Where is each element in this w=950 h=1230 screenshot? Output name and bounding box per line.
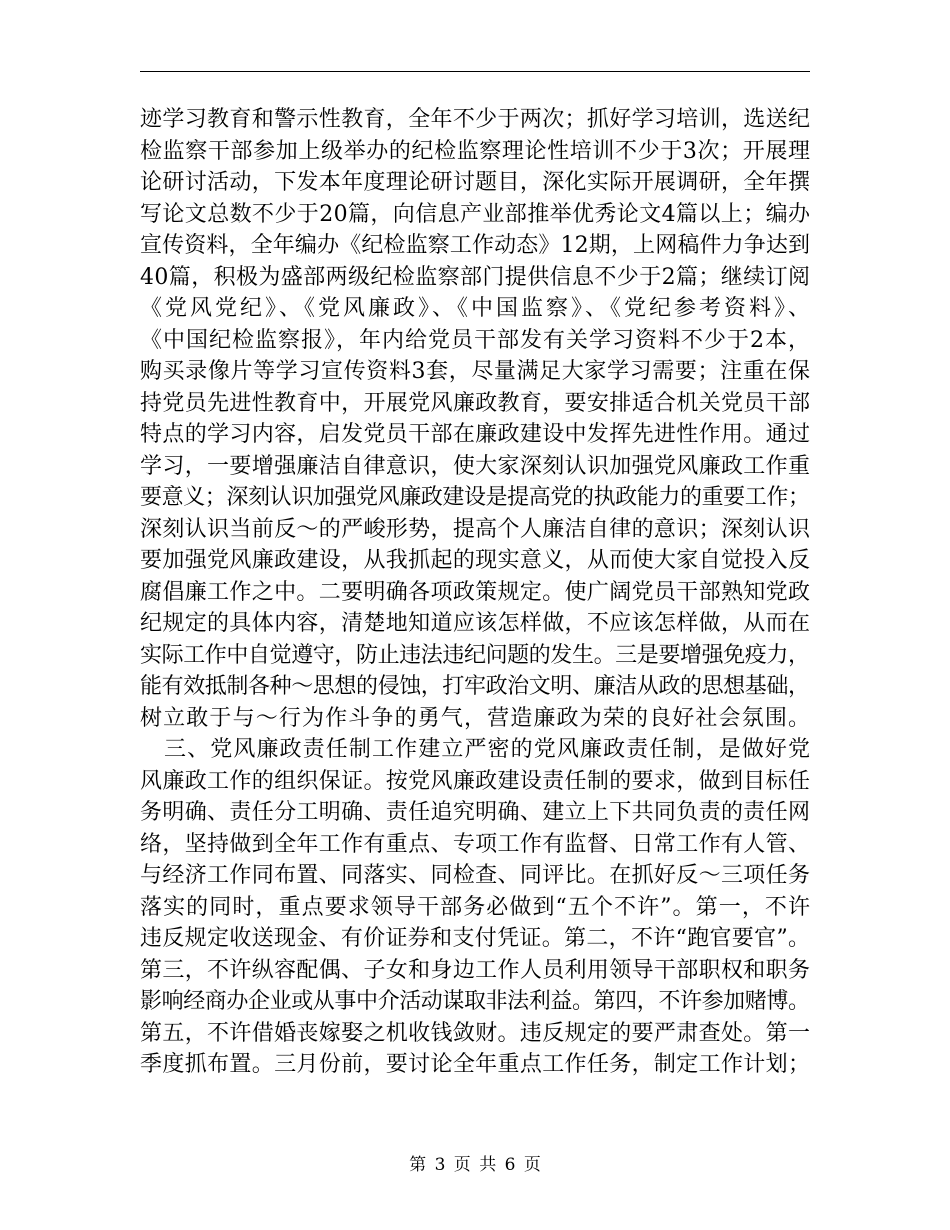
text-line: 实际工作中自觉遵守，防止违法违纪问题的发生。三是要增强免疫力， bbox=[140, 642, 810, 668]
text-line: 《党风党纪》、《党风廉政》、《中国监察》、《党纪参考资料》、 bbox=[140, 296, 813, 321]
text-line: 第五，不许借婚丧嫁娶之机收钱敛财。违反规定的要严肃查处。第一 bbox=[140, 1020, 811, 1046]
text-line: 宣传资料，全年编办《纪检监察工作动态》12期，上网稿件力争达到 bbox=[140, 233, 811, 258]
text-line: 特点的学习内容，启发党员干部在廉政建设中发挥先进性作用。通过 bbox=[140, 422, 811, 447]
text-line: 迹学习教育和警示性教育，全年不少于两次；抓好学习培训，选送纪 bbox=[140, 107, 811, 132]
text-line: 影响经商办企业或从事中介活动谋取非法利益。第四，不许参加赌博。 bbox=[140, 989, 810, 1014]
text-line: 购买录像片等学习宣传资料3套，尽量满足大家学习需要；注重在保 bbox=[140, 359, 811, 384]
document-body bbox=[140, 104, 840, 1081]
text-line: 风廉政工作的组织保证。按党风廉政建设责任制的要求，做到目标任 bbox=[140, 768, 811, 794]
text-line: 检监察干部参加上级举办的纪检监察理论性培训不少于3次；开展理 bbox=[140, 138, 811, 164]
text-line: 持党员先进性教育中，开展党风廉政教育，要安排适合机关党员干部 bbox=[140, 390, 811, 416]
paragraph-start-line: 三、党风廉政责任制工作建立严密的党风廉政责任制，是做好党 bbox=[164, 737, 812, 762]
text-line: 第三，不许纵容配偶、子女和身边工作人员利用领导干部职权和职务 bbox=[140, 957, 811, 983]
text-line: 写论文总数不少于20篇，向信息产业部推举优秀论文4篇以上；编办 bbox=[140, 201, 811, 227]
text-line: 论研讨活动，下发本年度理论研讨题目，深化实际开展调研，全年撰 bbox=[140, 170, 811, 195]
text-line: 纪规定的具体内容，清楚地知道应该怎样做，不应该怎样做，从而在 bbox=[140, 611, 811, 636]
text-line: 季度抓布置。三月份前，要讨论全年重点工作任务，制定工作计划； bbox=[140, 1052, 811, 1077]
text-line: 树立敢于与～行为作斗争的勇气，营造廉政为荣的良好社会氛围。 bbox=[140, 705, 812, 731]
text-line: 40篇，积极为盛部两级纪检监察部门提供信息不少于2篇；继续订阅 bbox=[140, 264, 811, 290]
text-line: 要意义；深刻认识加强党风廉政建设是提高党的执政能力的重要工作； bbox=[140, 485, 810, 510]
text-line: 要加强党风廉政建设，从我抓起的现实意义，从而使大家自觉投入反 bbox=[140, 548, 811, 573]
text-line: 能有效抵制各种～思想的侵蚀，打牢政治文明、廉洁从政的思想基础， bbox=[140, 674, 810, 699]
text-line: 与经济工作同布置、同落实、同检查、同评比。在抓好反～三项任务 bbox=[140, 863, 811, 888]
text-line: 学习，一要增强廉洁自律意识，使大家深刻认识加强党风廉政工作重 bbox=[140, 453, 811, 479]
page-number-footer: 第 3 页 共 6 页 bbox=[409, 1155, 541, 1175]
text-line: 深刻认识当前反～的严峻形势，提高个人廉洁自律的意识；深刻认识 bbox=[140, 516, 811, 542]
text-line: 腐倡廉工作之中。二要明确各项政策规定。使广阔党员干部熟知党政 bbox=[140, 579, 811, 605]
text-line: 络，坚持做到全年工作有重点、专项工作有监督、日常工作有人管、 bbox=[140, 831, 811, 857]
header-rule bbox=[140, 71, 810, 72]
text-line: 务明确、责任分工明确、责任追究明确、建立上下共同负责的责任网 bbox=[140, 800, 811, 825]
text-line: 《中国纪检监察报》，年内给党员干部发有关学习资料不少于2本， bbox=[140, 327, 811, 353]
text-line: 违反规定收送现金、有价证券和支付凭证。第二，不许“跑官要官”。 bbox=[140, 926, 811, 951]
text-line: 落实的同时，重点要求领导干部务必做到“五个不许”。第一，不许 bbox=[140, 894, 812, 920]
